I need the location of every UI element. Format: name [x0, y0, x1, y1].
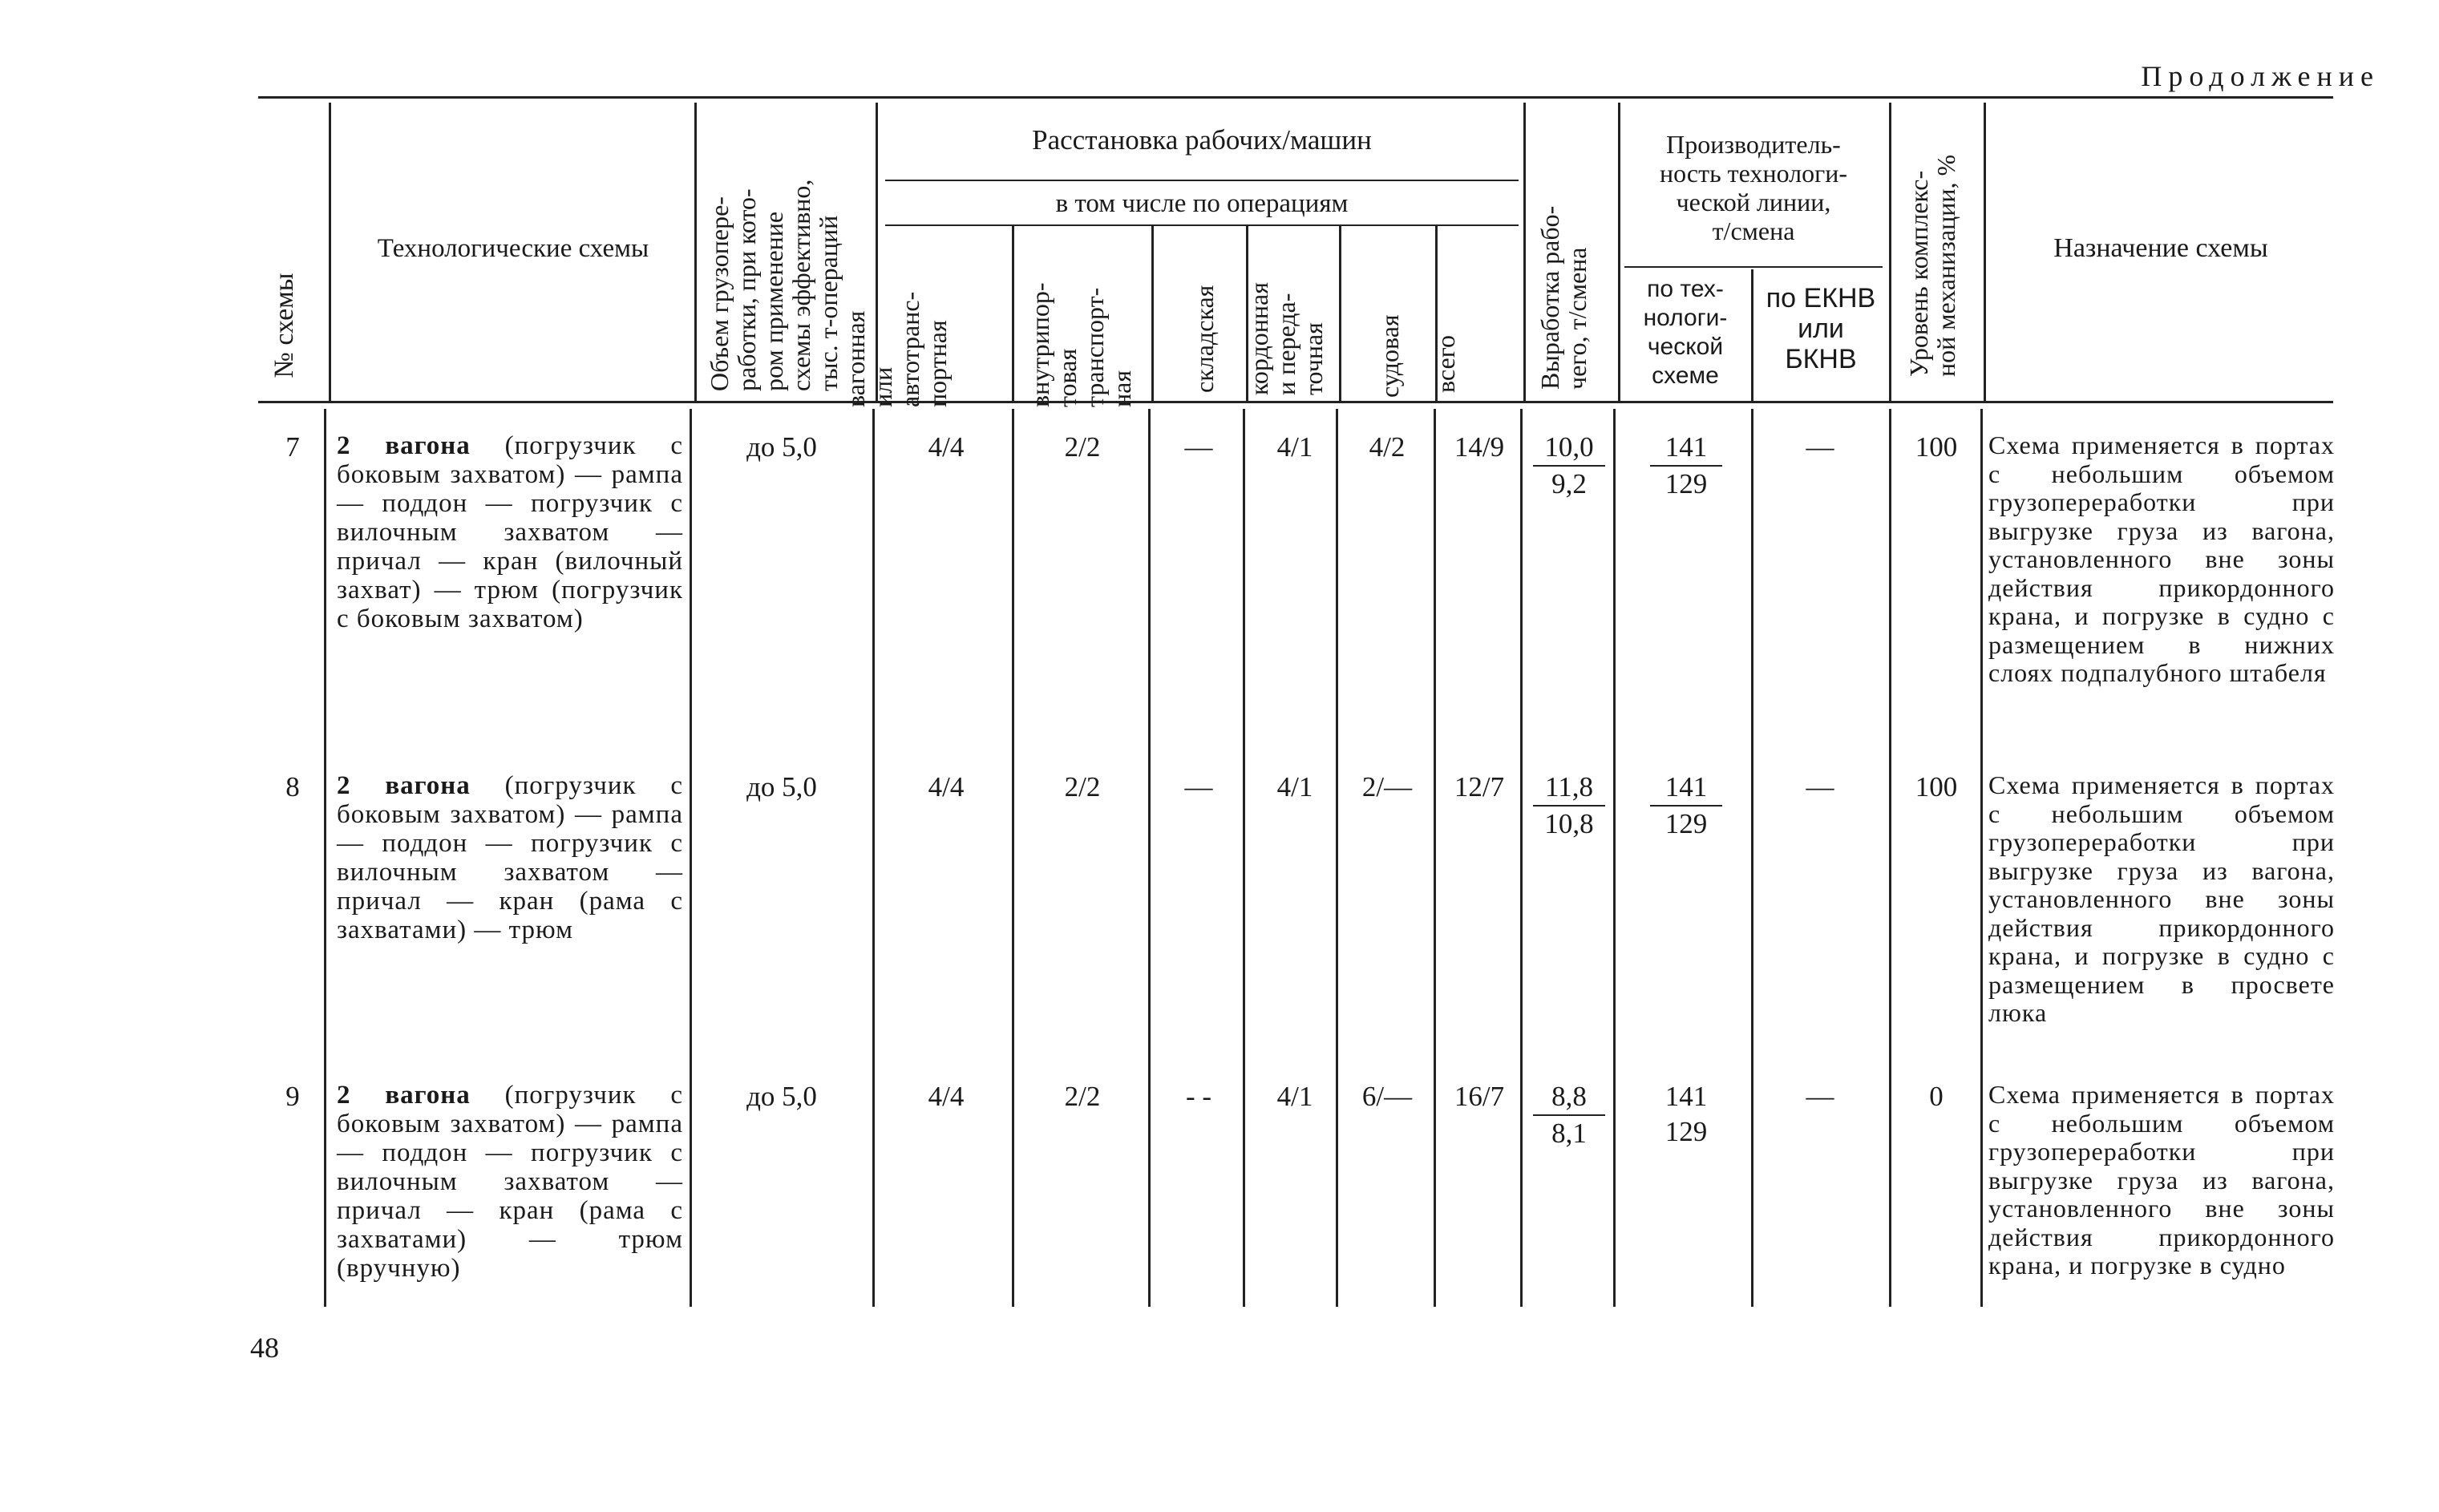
row-9-prod-bot: 129	[1664, 1116, 1708, 1147]
header-prod-scheme: по тех- нологи- ческой схеме	[1643, 276, 1728, 389]
top-rule	[258, 96, 2333, 99]
hdr-vline-13	[1984, 103, 1986, 401]
row-8-volume: до 5,0	[746, 771, 817, 802]
page-number: 48	[250, 1332, 279, 1364]
row-8-purpose: Схема применяется в портах с небольшим объемом грузопереработки при выгрузке груза из вагона, установленного вне зоны действия прикордонного крана, и погрузке в судно с размещением в просвете люка	[1988, 770, 2335, 1027]
row-9-output	[1533, 1081, 1605, 1150]
header-output: Выработка рабо- чего, т/смена	[1535, 205, 1592, 390]
hdr-vline-1	[329, 103, 331, 401]
body-vline-10	[1613, 409, 1616, 1307]
header-bottom-rule	[258, 401, 2333, 403]
hdr-vline-5	[1151, 226, 1154, 401]
header-prod-ekhv: по ЕКНВ или БКНВ	[1766, 283, 1876, 374]
row-9-wagon: 4/4	[928, 1081, 965, 1112]
row-8-scheme-bold: 2 вагона	[337, 771, 471, 800]
row-9-scheme-bold: 2 вагона	[337, 1081, 471, 1110]
row-8-ship: 2/—	[1361, 771, 1413, 802]
row-9-purpose: Схема применяется в портах с небольшим объемом грузопереработки при выгрузке груза из вагона, установленного вне зоны действия прикордонного крана, и погрузке в судно	[1988, 1080, 2335, 1280]
hdr-vline-11	[1751, 269, 1753, 401]
hdr-vline-2	[694, 103, 697, 401]
header-scheme-no: № схемы	[269, 273, 299, 378]
row-7-prod-bot: 129	[1664, 468, 1708, 499]
row-8-no: 8	[285, 771, 300, 802]
row-7-scheme-bold: 2 вагона	[337, 431, 471, 460]
hdr-vline-10	[1618, 103, 1620, 401]
body-vline-1	[324, 409, 326, 1307]
header-volume: Объем грузопере- работки, при кото- ром применение схемы эффективно, тыс. т-операций	[705, 179, 843, 391]
body-vline-8	[1434, 409, 1436, 1307]
hdr-vline-12	[1889, 103, 1891, 401]
row-8-scheme-rest: (погрузчик с боковым захватом) — рампа — поддон — погрузчик с вилочным захватом — причал — кран (рама с захватами) — трюм	[337, 771, 683, 944]
row-7-total: 14/9	[1454, 431, 1505, 463]
row-7-prod	[1650, 431, 1722, 500]
row-9-volume: до 5,0	[746, 1081, 817, 1112]
header-purpose: Назначение схемы	[2053, 233, 2268, 263]
row-8-prod-top: 141	[1650, 771, 1722, 807]
row-9-ship: 6/—	[1361, 1081, 1413, 1112]
row-8-total: 12/7	[1454, 771, 1505, 802]
header-op-internal: внутрипор- товая транспорт- ная	[1025, 282, 1136, 407]
row-7-purpose: Схема применяется в портах с небольшим объемом грузопереработки при выгрузке груза из вагона, установленного вне зоны действия прикордонного крана, и погрузке в судно с размещением в нижних слоях подпалубного штабеля	[1988, 431, 2335, 687]
row-7-prod-top: 141	[1650, 431, 1722, 467]
header-op-cordon: кордонная и переда- точная	[1244, 282, 1328, 395]
row-7-scheme	[337, 431, 683, 633]
row-9-total: 16/7	[1454, 1081, 1505, 1112]
row-9-mech: 0	[1929, 1081, 1944, 1112]
row-7-output-top: 10,0	[1533, 431, 1605, 467]
row-7-output	[1533, 431, 1605, 500]
row-8-prod-bot: 129	[1664, 808, 1708, 839]
body-vline-11	[1751, 409, 1753, 1307]
header-op-ship: судовая	[1375, 314, 1404, 398]
row-9-no: 9	[285, 1081, 300, 1112]
row-7-mech: 100	[1915, 431, 1958, 463]
row-7-scheme-rest: (погрузчик с боковым захватом) — рампа — поддон — погрузчик с вилочным захватом — причал — кран (вилочный захват) — трюм (погрузчик с боковым захватом)	[337, 431, 683, 633]
row-7-no: 7	[285, 431, 300, 463]
hdr-vline-7	[1339, 226, 1341, 401]
body-vline-7	[1336, 409, 1338, 1307]
body-vline-12	[1889, 409, 1891, 1307]
row-8-ekhv: —	[1806, 771, 1834, 802]
row-9-storage: - -	[1185, 1081, 1212, 1112]
body-vline-4	[1012, 409, 1014, 1307]
placement-sub-rule	[885, 180, 1519, 181]
prod-sub-rule	[1624, 266, 1883, 268]
row-9-prod-top: 141	[1664, 1081, 1708, 1112]
row-7-cordon: 4/1	[1276, 431, 1313, 463]
continuation-label: Продолжение	[2141, 60, 2380, 92]
row-8-internal: 2/2	[1064, 771, 1101, 802]
row-9-scheme-rest: (погрузчик с боковым захватом) — рампа — поддон — погрузчик с вилочным захватом — причал — кран (рама с захватами) — трюм (вручную)	[337, 1081, 683, 1283]
header-incl-ops: в том числе по операциям	[1055, 189, 1349, 218]
row-7-output-bot: 9,2	[1551, 468, 1587, 499]
row-9-ekhv: —	[1806, 1081, 1834, 1112]
ops-sub-rule	[885, 224, 1519, 226]
row-7-ekhv: —	[1806, 431, 1834, 463]
body-vline-3	[872, 409, 875, 1307]
hdr-vline-4	[1012, 226, 1014, 401]
body-vline-2	[690, 409, 692, 1307]
body-vline-5	[1148, 409, 1151, 1307]
header-op-total: всего	[1431, 334, 1460, 393]
row-7-volume: до 5,0	[746, 431, 817, 463]
row-9-output-bot: 8,1	[1551, 1118, 1587, 1149]
hdr-vline-9	[1523, 103, 1526, 401]
row-8-output-bot: 10,8	[1544, 808, 1594, 839]
row-8-output-top: 11,8	[1533, 771, 1605, 807]
body-vline-9	[1520, 409, 1523, 1307]
body-vline-13	[1980, 409, 1983, 1307]
row-9-scheme	[337, 1081, 683, 1283]
row-8-mech: 100	[1915, 771, 1958, 802]
row-9-cordon: 4/1	[1276, 1081, 1313, 1112]
header-productivity: Производитель- ность технологи- ческой линии, т/смена	[1659, 130, 1848, 245]
header-placement: Расстановка рабочих/машин	[1032, 124, 1372, 156]
row-8-prod	[1650, 771, 1722, 840]
header-op-wagon: вагонная или автотранс- портная	[841, 291, 952, 407]
row-8-output	[1533, 771, 1605, 840]
row-9-output-top: 8,8	[1533, 1081, 1605, 1116]
row-7-storage: —	[1184, 431, 1213, 463]
row-7-ship: 4/2	[1369, 431, 1406, 463]
row-7-internal: 2/2	[1064, 431, 1101, 463]
row-8-storage: —	[1184, 771, 1213, 802]
header-op-storage: складская	[1190, 285, 1219, 393]
row-8-cordon: 4/1	[1276, 771, 1313, 802]
row-8-wagon: 4/4	[928, 771, 965, 802]
body-vline-6	[1243, 409, 1245, 1307]
row-7-wagon: 4/4	[928, 431, 965, 463]
header-mech-level: Уровень комплекс- ной механизации, %	[1904, 154, 1960, 377]
row-9-internal: 2/2	[1064, 1081, 1101, 1112]
row-8-scheme	[337, 771, 683, 944]
header-tech-schemes: Технологические схемы	[377, 234, 649, 263]
